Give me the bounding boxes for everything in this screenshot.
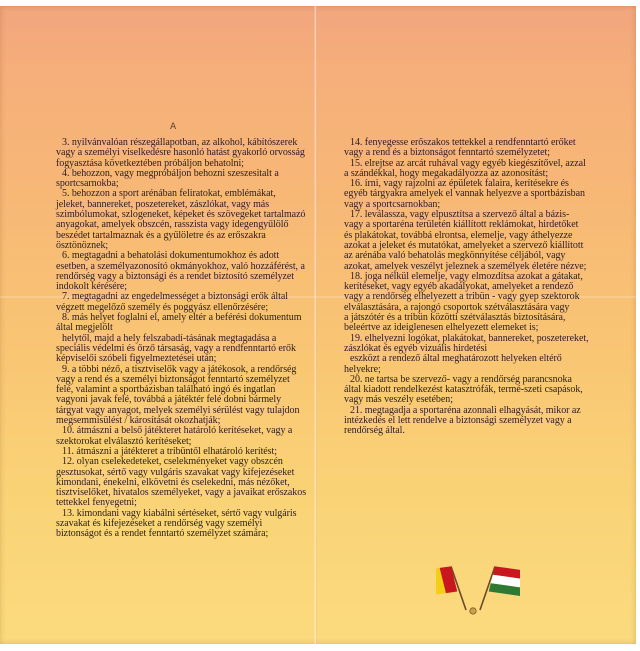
right-column-line: a játszótér és a tribün közötti szétválasztás biztosítására, xyxy=(344,312,566,324)
right-column-line: és plakátokat, továbbá elrontsa, elemelje, vagy áthelyezze xyxy=(344,229,573,241)
left-column-line: vagyoni javak felé, továbbá a játéktér felé dobni bármely xyxy=(56,394,282,406)
left-column-line: sportcsarnokba; xyxy=(56,178,119,190)
right-column-line: beleértve az ideiglenesen elhelyezett elemeket is; xyxy=(344,322,539,334)
left-column-line: tisztviselőket, hivatalos személyeket, vagy a javaikat erőszakos xyxy=(56,487,307,499)
left-column-line: fogyasztása következtében próbáljon behatolni; xyxy=(56,157,244,169)
right-column-line: vagy a sportaréna területén kiállított reklámokat, hirdetőket xyxy=(344,219,579,231)
left-column-line: 6. megtagadni a behatolási dokumentumokhoz és adott xyxy=(62,250,280,262)
left-column-line: képviselői szóbeli figyelmeztetései után; xyxy=(56,353,217,365)
left-column-line: szavakat és kifejezéseket a rendőrség vagy személyi xyxy=(56,517,263,529)
left-column-line: megsemmisülést / károsítását okozhatják; xyxy=(56,415,221,427)
left-column-line: 10. átmászni a belső játékteret határoló kerítéseket, vagy a xyxy=(62,425,293,437)
right-column-line: helyekre; xyxy=(344,363,381,375)
right-column-line: kerítéseket, vagy egyéb akadályokat, amelyeket a rendező xyxy=(344,281,574,293)
left-column-line: anyagokat, amelyek obszcén, rasszista vagy idegengyűlölő xyxy=(56,219,289,231)
left-column-line: tárgyat vagy anyagot, melyek személyi sérülést vagy tulajdon xyxy=(56,404,300,416)
left-column-line: 12. olyan cselekedeteket, cselekményeket vagy obszcén xyxy=(62,456,283,468)
left-column-line: esetben, a személyazonosító okmányokhoz, való hozzáférést, a xyxy=(56,260,305,272)
right-column-line: rendőrség által. xyxy=(344,425,405,437)
left-column-line: tettekkel fenyegetni; xyxy=(56,497,137,509)
right-column-line: vagy a rendőrség elhelyezett a tribün - vagy gyep szektorok xyxy=(344,291,580,303)
left-column-line: 5. behozzon a sport arénában feliratokat, emblémákat, xyxy=(62,188,276,200)
left-column-line: helytől, majd a hely felszabadí-tásának megtagadása a xyxy=(62,332,277,344)
right-column-line: 14. fenyegesse erőszakos tettekkel a rendfenntartó erőket xyxy=(350,137,576,148)
left-column-line: 7. megtagadni az engedelmességet a biztonsági erők által xyxy=(62,291,288,303)
romania-hungary-crossed-flags-icon xyxy=(436,560,520,618)
left-column-line: 8. más helyet foglalni el, amely eltér a beférési dokumentum xyxy=(62,312,302,324)
right-column-line: azokat, amelyek veszélyt jeleznek a személyek életére nézve; xyxy=(344,260,587,272)
right-column-line: a szándékkal, hogy megakadályozza az azonosítást; xyxy=(344,167,549,179)
left-column-line: felé, valamint a sportbázisban található ingó és ingatlan xyxy=(56,384,276,396)
left-column-line: 3. nyilvánvalóan részegállapotban, az alkohol, kábítószerek xyxy=(62,137,298,148)
left-column-line: vagy a rend és a személyi biztonságot fenntartó személyzet xyxy=(56,373,290,385)
left-column-line: által megjelölt xyxy=(56,322,113,334)
right-column-line: 15. elrejtse az arcát ruhával vagy egyéb kiegészítővel, azzal xyxy=(350,157,586,169)
left-column-line: 11. átmászni a játékteret a tribüntől elhatároló kerítést; xyxy=(62,445,277,457)
right-column-line: 17. leválassza, vagy elpusztítsa a szervező által a bázis- xyxy=(350,209,570,221)
right-column-line: vagy a sportcsarnokban; xyxy=(344,198,441,210)
left-column-line: vagy a személyi viselkedésre hasonló hatást gyakorló orvosság xyxy=(56,147,305,159)
left-column-line: biztonságot és a rendet fenntartó személyzet számára; xyxy=(56,528,269,540)
right-column-line: vagy a rend és a biztonságot fenntartó személyzetet; xyxy=(344,147,550,159)
right-text-column xyxy=(344,138,604,437)
pen-mark: A xyxy=(170,122,177,132)
left-column-line: jeleket, bannereket, poszetereket, zászlókat, vagy más xyxy=(56,198,270,210)
left-column-line: gesztusokat, sértő vagy vulgáris szavakat vagy kifejezéseket xyxy=(56,466,295,478)
left-column-line: indokolt kérésére; xyxy=(56,281,128,293)
left-column-line: 9. a többi néző, a tisztviselők vagy a játékosok, a rendőrség xyxy=(62,363,297,375)
right-column-line: 19. elhelyezni logókat, plakátokat, bannereket, poszetereket, xyxy=(350,332,589,344)
left-column-line: kimondani, énekelni, elkövetni és cselekedni, más nézőket, xyxy=(56,476,290,488)
left-column-line: szektorokat elválasztó kerítéseket; xyxy=(56,435,192,447)
left-column-line: végzett megelőző személy és poggyász ellenőrzésére; xyxy=(56,301,269,313)
right-column-line: 18. joga nélkül elemelje, vagy elmozdítsa azokat a gátakat, xyxy=(350,270,583,282)
left-column-line: beszédet tartalmaznak és a gyűlöletre és az erőszakra xyxy=(56,229,266,241)
right-column-line: intézkedés el lett rendelve a biztonsági személyzet vagy a xyxy=(344,415,572,427)
right-column-line: eszközt a rendező által meghatározott helyeken eltérő xyxy=(350,353,562,365)
right-column-line: zászlókat és egyéb vizuális hirdetési xyxy=(344,342,488,354)
right-column-line: vagy más veszély esetében; xyxy=(344,394,453,406)
right-column-line: azokat a jeleket és mutatókat, amelyeket a szervező kiállított xyxy=(344,239,584,251)
right-column-line: egyéb tárgyakra amelyek el vannak helyezve a sportbázisban xyxy=(344,188,585,200)
left-column-line: 4. behozzon, vagy megpróbáljon behozni szeszesitalt a xyxy=(62,167,279,179)
left-column-line: ösztönöznek; xyxy=(56,239,109,251)
right-column-line: 16. írni, vagy rajzolni az épületek falaira, kerítésekre és xyxy=(350,178,569,190)
right-column-line: által kiadott rendelkezést katasztrófák, termé-szeti csapások, xyxy=(344,384,583,396)
right-column-line: elválasztására, a rajongó csoportok szétválasztására vagy xyxy=(344,301,570,313)
right-column-line: 21. megtagadja a sportaréna azonnali elhagyását, mikor az xyxy=(350,404,581,416)
left-column-line: 13. kimondani vagy kiabálni sértéseket, sértő vagy vulgáris xyxy=(62,507,297,519)
left-text-column xyxy=(56,138,318,540)
left-column-line: szimbólumokat, szlogeneket, képeket és szövegeket tartalmazó xyxy=(56,209,306,221)
right-column-line: 20. ne tartsa be szervező- vagy a rendőrség parancsnoka xyxy=(350,373,572,385)
left-column-line: speciális védelmi és őrző társaság, vagy a rendfenntartó erők xyxy=(56,342,296,354)
right-column-line: az arénába való behatolás megkönnyítése céljából, vagy xyxy=(344,250,566,262)
left-column-line: rendőrség vagy a biztonsági és a rendet biztosító személyzet xyxy=(56,270,295,282)
